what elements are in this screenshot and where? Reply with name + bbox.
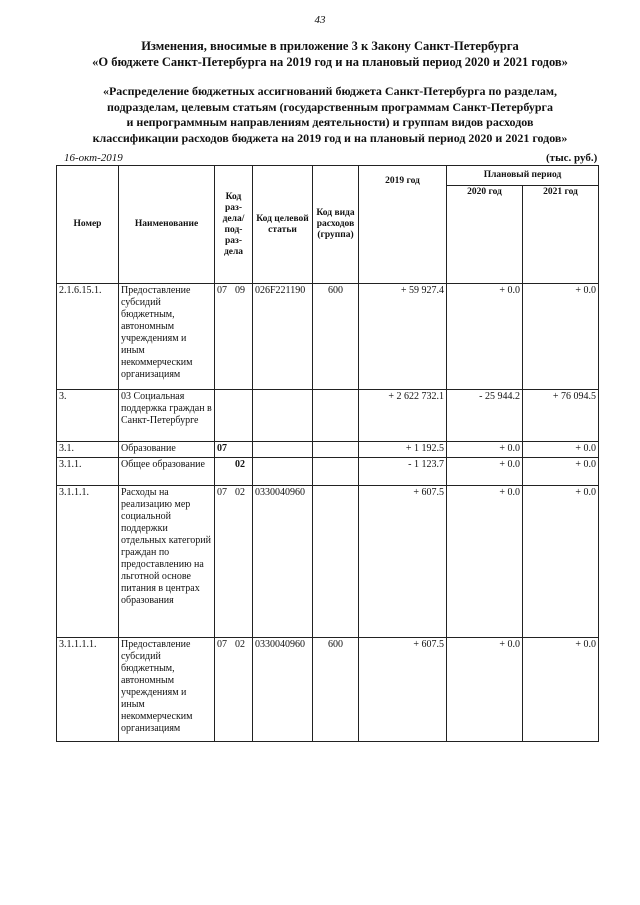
row-2020-value: + 0.0 <box>447 638 523 742</box>
row-expense-type <box>313 390 359 442</box>
header-planned-period: Плановый период <box>447 166 599 186</box>
row-2019-value: - 1 123.7 <box>359 458 447 486</box>
document-subtitle <box>60 84 600 146</box>
row-target-code: 0330040960 <box>253 486 313 638</box>
subtitle-line-2: подразделам, целевым статьям (государственным программам Санкт-Петербурга <box>107 99 553 114</box>
row-expense-type <box>313 442 359 458</box>
row-2021-value: + 0.0 <box>523 638 599 742</box>
row-number: 3.1. <box>57 442 119 458</box>
row-section-code: 02 <box>215 458 253 486</box>
table-row <box>57 458 599 486</box>
row-expense-type: 600 <box>313 638 359 742</box>
row-2019-value: + 1 192.5 <box>359 442 447 458</box>
row-2020-value: + 0.0 <box>447 486 523 638</box>
row-2021-value: + 0.0 <box>523 458 599 486</box>
row-2020-value: + 0.0 <box>447 284 523 390</box>
row-2019-value: + 607.5 <box>359 486 447 638</box>
row-name: Общее образование <box>119 458 215 486</box>
row-name: Предоставление субсидий бюджетным, автономным учреждениям и иным некоммерческим организациям <box>119 284 215 390</box>
row-2019-value: + 2 622 732.1 <box>359 390 447 442</box>
row-section-code: 07 <box>215 442 253 458</box>
row-section-code <box>215 390 253 442</box>
title-line-2: «О бюджете Санкт-Петербурга на 2019 год и на плановый период 2020 и 2021 годов» <box>92 55 568 69</box>
row-2019-value: + 607.5 <box>359 638 447 742</box>
subtitle-line-1: «Распределение бюджетных ассигнований бюджета Санкт-Петербурга по разделам, <box>102 84 558 98</box>
subtitle-line-4: классификации расходов бюджета на 2019 год и на плановый период 2020 и 2021 годов» <box>92 130 568 145</box>
row-name: Предоставление субсидий бюджетным, автономным учреждениям и иным некоммерческим организациям <box>119 638 215 742</box>
row-2020-value: + 0.0 <box>447 442 523 458</box>
row-target-code <box>253 390 313 442</box>
document-title <box>60 38 600 70</box>
row-2021-value: + 0.0 <box>523 284 599 390</box>
row-2021-value: + 0.0 <box>523 486 599 638</box>
subtitle-line-3: и непрограммным направлениям деятельности) и группам видов расходов <box>126 115 534 129</box>
header-target-code: Код целевой статьи <box>253 166 313 284</box>
header-2020: 2020 год <box>447 186 523 284</box>
row-number: 3. <box>57 390 119 442</box>
row-number: 3.1.1. <box>57 458 119 486</box>
row-section-code: 07 09 <box>215 284 253 390</box>
row-target-code <box>253 442 313 458</box>
header-name: Наименование <box>119 166 215 284</box>
table-row <box>57 486 599 638</box>
document-date: 16-окт-2019 <box>64 152 123 164</box>
header-2021: 2021 год <box>523 186 599 284</box>
title-line-1: Изменения, вносимые в приложение 3 к Закону Санкт-Петербурга <box>141 39 519 53</box>
row-expense-type <box>313 486 359 638</box>
row-number: 3.1.1.1.1. <box>57 638 119 742</box>
page-number: 43 <box>314 14 326 26</box>
header-section-code: Код раз-дела/ под-раз-дела <box>215 166 253 284</box>
row-section-code: 07 02 <box>215 638 253 742</box>
table-row <box>57 442 599 458</box>
budget-table <box>56 165 599 742</box>
row-target-code <box>253 458 313 486</box>
row-number: 2.1.6.15.1. <box>57 284 119 390</box>
row-2020-value: - 25 944.2 <box>447 390 523 442</box>
row-2021-value: + 76 094.5 <box>523 390 599 442</box>
table-row <box>57 638 599 742</box>
row-name: 03 Социальная поддержка граждан в Санкт-Петербурге <box>119 390 215 442</box>
table-row <box>57 390 599 442</box>
row-expense-type: 600 <box>313 284 359 390</box>
header-2019: 2019 год <box>359 166 447 284</box>
header-number: Номер <box>57 166 119 284</box>
row-2021-value: + 0.0 <box>523 442 599 458</box>
table-row <box>57 284 599 390</box>
row-name: Образование <box>119 442 215 458</box>
row-number: 3.1.1.1. <box>57 486 119 638</box>
row-name: Расходы на реализацию мер социальной поддержки отдельных категорий граждан по предоставлению на льготной основе питания в центрах образования <box>119 486 215 638</box>
header-expense-type-code: Код вида расходов (группа) <box>313 166 359 284</box>
row-2019-value: + 59 927.4 <box>359 284 447 390</box>
row-2020-value: + 0.0 <box>447 458 523 486</box>
units-label: (тыс. руб.) <box>546 152 598 164</box>
row-target-code: 026F221190 <box>253 284 313 390</box>
row-expense-type <box>313 458 359 486</box>
row-section-code: 07 02 <box>215 486 253 638</box>
row-target-code: 0330040960 <box>253 638 313 742</box>
